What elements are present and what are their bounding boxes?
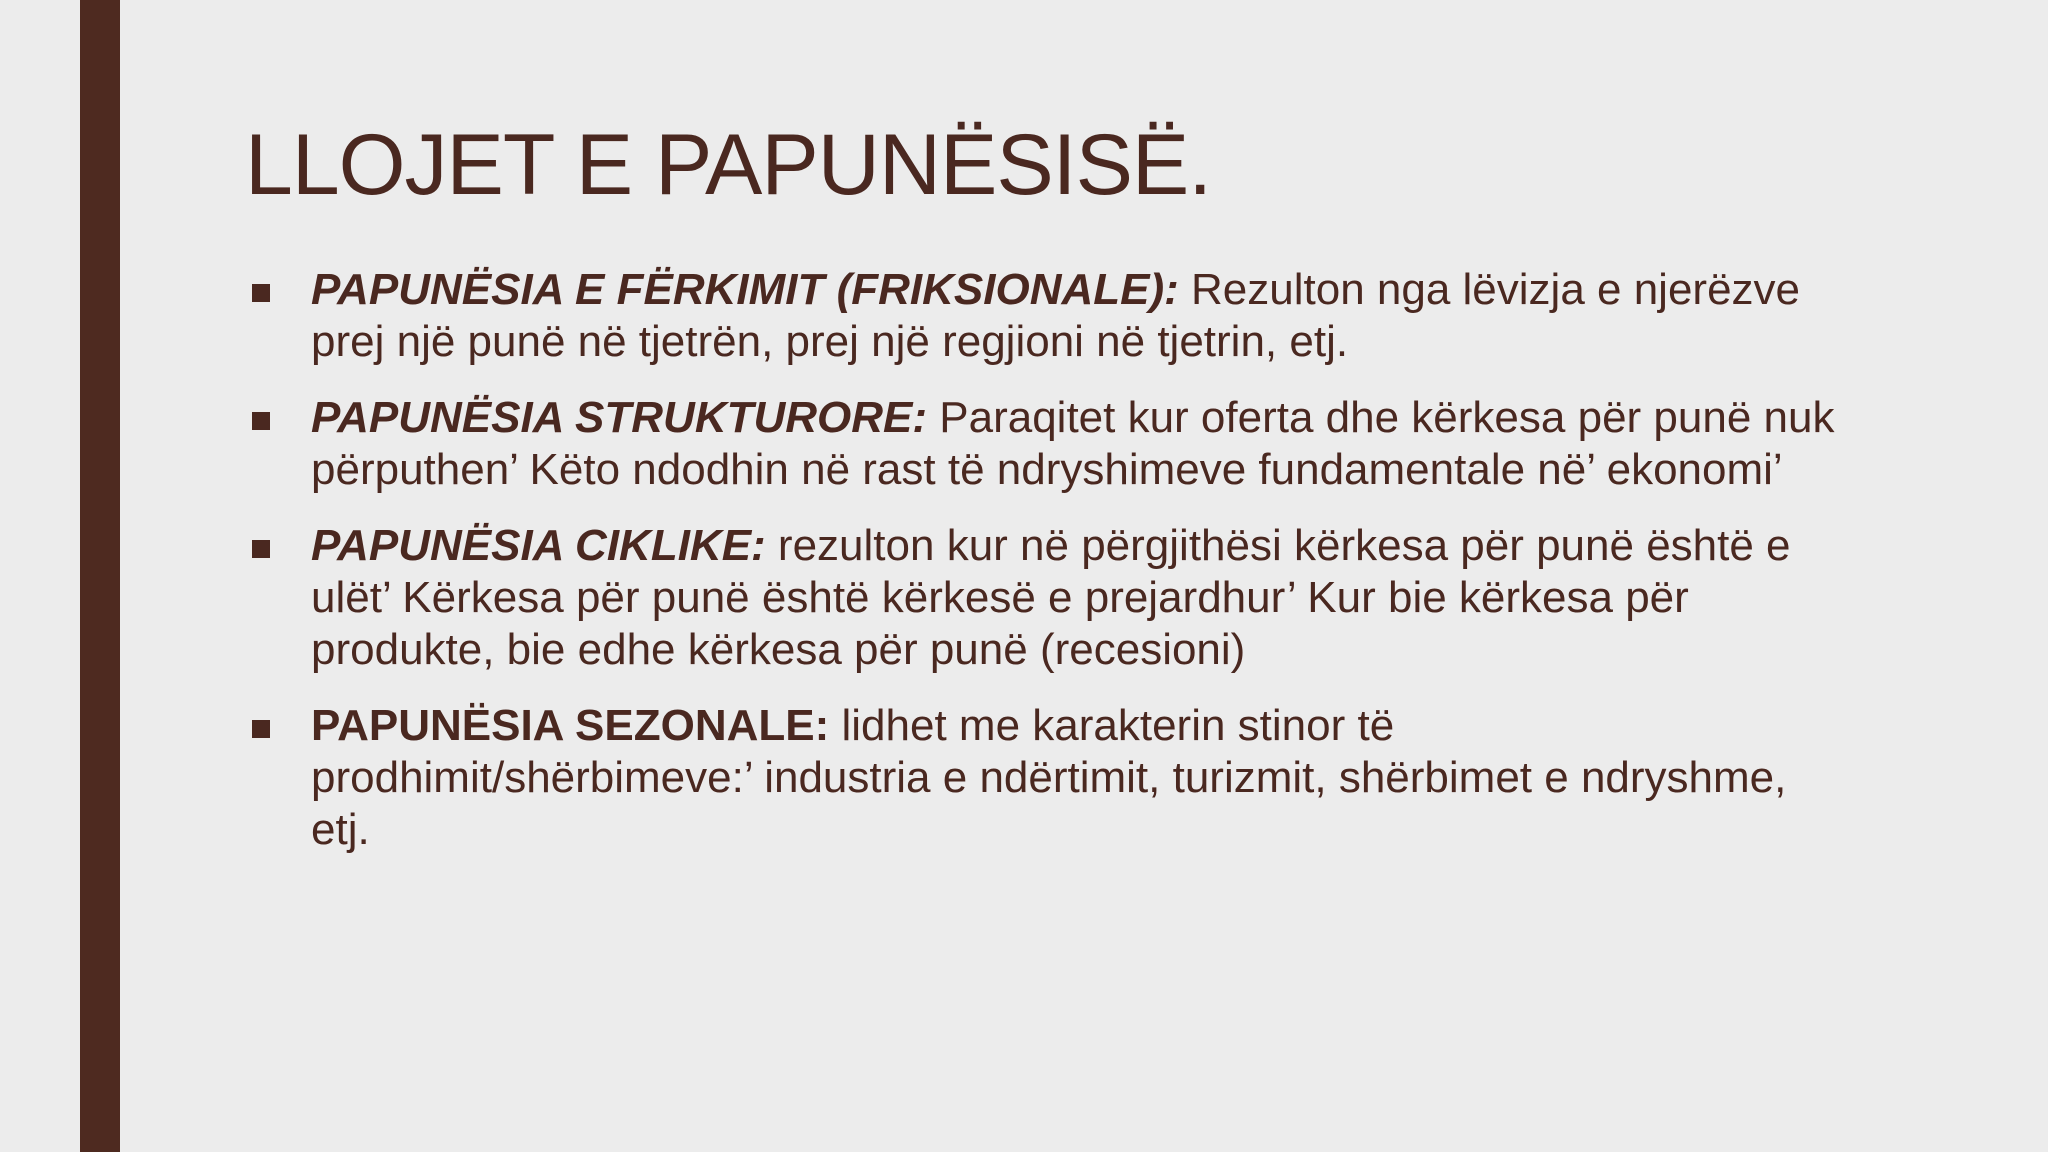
bullet-term: PAPUNËSIA E FËRKIMIT (FRIKSIONALE): [311, 265, 1179, 314]
bullet-text: Rezulton nga lëvizja e njerëzve prej një punë në tjetrën, prej një regjioni në tjetrin, etj. [311, 265, 1801, 366]
square-bullet-icon [252, 720, 270, 738]
slide-title: LLOJET E PAPUNËSISË. [245, 117, 1212, 213]
square-bullet-icon [252, 284, 270, 302]
bullet-text: Paraqitet kur oferta dhe kërkesa për punë nuk përputhen’ Këto ndodhin në rast të ndryshimeve fundamentale në’ ekonomi’ [311, 393, 1835, 494]
bullet-term: PAPUNËSIA CIKLIKE: [311, 521, 766, 570]
bullet-item-structural [245, 392, 1845, 496]
bullet-text: rezulton kur në përgjithësi kërkesa për punë është e ulët’ Kërkesa për punë është kërkesë e prejardhur’ Kur bie kërkesa për produkte, bie edhe kërkesa për punë (recesioni) [311, 521, 1791, 674]
square-bullet-icon [252, 412, 270, 430]
bullet-list [245, 264, 1845, 880]
bullet-term: PAPUNËSIA STRUKTURORE: [311, 393, 928, 442]
bullet-item-seasonal [245, 700, 1845, 856]
bullet-term: PAPUNËSIA SEZONALE: [311, 701, 830, 750]
bullet-item-cyclical [245, 520, 1845, 676]
accent-bar [80, 0, 120, 1152]
bullet-item-frictional [245, 264, 1845, 368]
square-bullet-icon [252, 540, 270, 558]
bullet-text: lidhet me karakterin stinor të prodhimit/shërbimeve:’ industria e ndërtimit, turizmit, shërbimet e ndryshme, etj. [311, 701, 1787, 854]
